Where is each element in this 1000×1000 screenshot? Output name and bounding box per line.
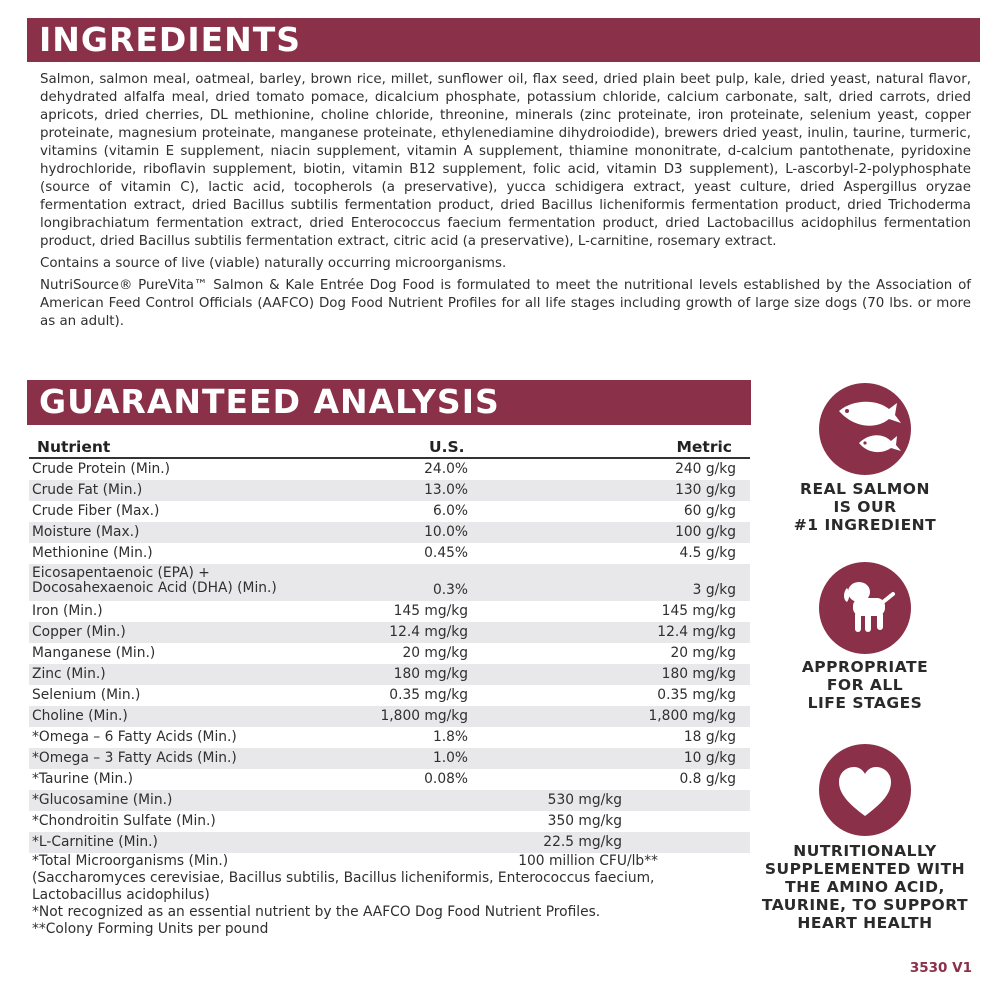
nutrient-name: *Chondroitin Sulfate (Min.)	[32, 813, 216, 829]
us-value: 1.8%	[432, 729, 468, 745]
us-value: 24.0%	[424, 461, 468, 477]
badge-salmon-text	[760, 480, 970, 534]
metric-value: 3 g/kg	[692, 582, 736, 598]
aafco-statement: NutriSource® PureVita™ Salmon & Kale Entrée Dog Food is formulated to meet the nutritional levels established by the Association of American Feed Control Officials (AAFCO) Dog Food Nutrient Profiles for all life stages including growth of large size dogs (70 lbs. or more as an adult).	[40, 278, 971, 329]
nutrient-name: *Omega – 6 Fatty Acids (Min.)	[32, 729, 237, 745]
table-row	[29, 790, 750, 811]
badge-line: SUPPLEMENTED WITH	[764, 860, 966, 878]
header-us: U.S.	[429, 438, 465, 456]
nutrient-name: Crude Protein (Min.)	[32, 461, 171, 477]
nutrient-name: *Taurine (Min.)	[32, 771, 133, 787]
metric-value: 1,800 mg/kg	[648, 708, 736, 724]
badge-line: APPROPRIATE	[801, 658, 929, 676]
us-value: 0.35 mg/kg	[389, 687, 468, 703]
metric-value: 130 g/kg	[675, 482, 736, 498]
badge-line: #1 INGREDIENT	[793, 516, 937, 534]
badge-line: FOR ALL	[826, 676, 904, 694]
microorganisms-detail: (Saccharomyces cerevisiae, Bacillus subtilis, Bacillus licheniformis, Enterococcus faecium, Lactobacillus acidophilus)	[32, 870, 655, 903]
metric-value: 100 g/kg	[675, 524, 736, 540]
metric-value: 0.35 mg/kg	[657, 687, 736, 703]
analysis-title: GUARANTEED ANALYSIS	[39, 382, 500, 421]
table-row	[29, 769, 750, 790]
table-row	[29, 748, 750, 769]
badge-heart-text	[760, 842, 970, 932]
badge-line: THE AMINO ACID,	[785, 878, 945, 896]
badge-line: HEART HEALTH	[797, 914, 933, 932]
us-value: 1.0%	[432, 750, 468, 766]
badge-lifestages-text	[760, 658, 970, 712]
us-value: 0.08%	[424, 771, 468, 787]
badge-line: LIFE STAGES	[807, 694, 923, 712]
nutrient-name	[32, 566, 277, 596]
nutrient-name: Crude Fiber (Max.)	[32, 503, 160, 519]
us-value: 12.4 mg/kg	[389, 624, 468, 640]
nutrient-name: *L-Carnitine (Min.)	[32, 834, 158, 850]
nutrient-name: Methionine (Min.)	[32, 545, 153, 561]
us-value: 13.0%	[424, 482, 468, 498]
nutrient-name: *Omega – 3 Fatty Acids (Min.)	[32, 750, 237, 766]
table-row	[29, 480, 750, 501]
footnote-aafco: *Not recognized as an essential nutrient by the AAFCO Dog Food Nutrient Profiles.	[32, 904, 601, 920]
nutrient-name: *Glucosamine (Min.)	[32, 792, 173, 808]
combined-value: 22.5 mg/kg	[543, 834, 622, 850]
table-row	[29, 564, 750, 601]
table-row	[29, 501, 750, 522]
nutrient-name: Choline (Min.)	[32, 708, 128, 724]
nutrient-name: Selenium (Min.)	[32, 687, 141, 703]
us-value: 6.0%	[432, 503, 468, 519]
nutrient-name: Copper (Min.)	[32, 624, 126, 640]
nutrient-name-line2: Docosahexaenoic Acid (DHA) (Min.)	[32, 580, 277, 596]
metric-value: 12.4 mg/kg	[657, 624, 736, 640]
metric-value: 145 mg/kg	[661, 603, 736, 619]
metric-value: 18 g/kg	[683, 729, 736, 745]
metric-value: 20 mg/kg	[670, 645, 736, 661]
header-metric: Metric	[676, 438, 732, 456]
us-value: 1,800 mg/kg	[380, 708, 468, 724]
ingredients-list: Salmon, salmon meal, oatmeal, barley, brown rice, millet, sunflower oil, flax seed, dried plain beet pulp, kale, dried yeast, natural flavor, dehydrated alfalfa meal, dried tomato pomace, dicalcium phosphate, potassium chloride, calcium carbonate, salt, dried carrots, dried apricots, dried cherries, DL methionine, choline chloride, threonine, minerals (zinc proteinate, iron proteinate, selenium yeast, copper proteinate, magnesium proteinate, manganese proteinate, ethylenediamine dihydroiodide), brewers dried yeast, inulin, taurine, turmeric, vitamins (vitamin E supplement, niacin supplement, vitamin A supplement, thiamine mononitrate, d-calcium pantothenate, pyridoxine hydrochloride, riboflavin supplement, biotin, vitamin B12 supplement, folic acid, vitamin D3 supplement), L-ascorbyl-2-polyphosphate (source of vitamin C), lactic acid, tocopherols (a preservative), yucca schidigera extract, yeast culture, dried Aspergillus oryzae fermentation extract, dried Bacillus subtilis fermentation product, dried Bacillus licheniformis fermentation product, dried Trichoderma longibrachiatum fermentation extract, dried Enterococcus faecium fermentation product, dried Lactobacillus acidophilus fermentation product, dried Bacillus subtilis fermentation extract, citric acid (a preservative), L-carnitine, rosemary extract.	[40, 72, 971, 249]
nutrient-name-line1: Eicosapentaenoic (EPA) +	[32, 565, 210, 581]
analysis-banner	[27, 380, 751, 425]
table-row	[29, 601, 750, 622]
salmon-icon	[819, 383, 911, 475]
nutrient-name: *Total Microorganisms (Min.)	[32, 853, 229, 869]
badge-line: NUTRITIONALLY	[793, 842, 937, 860]
ingredients-text	[40, 71, 971, 331]
combined-value: 100 million CFU/lb**	[518, 853, 658, 869]
ingredients-title: INGREDIENTS	[39, 20, 302, 59]
metric-value: 240 g/kg	[675, 461, 736, 477]
heart-badge	[819, 744, 911, 836]
table-row	[29, 811, 750, 832]
metric-value: 180 mg/kg	[661, 666, 736, 682]
table-row	[29, 727, 750, 748]
us-value: 0.45%	[424, 545, 468, 561]
badge-line: IS OUR	[833, 498, 897, 516]
metric-value: 0.8 g/kg	[679, 771, 736, 787]
header-nutrient: Nutrient	[37, 438, 111, 456]
table-row	[29, 643, 750, 664]
table-row	[29, 832, 750, 853]
table-row	[29, 622, 750, 643]
us-value: 0.3%	[432, 582, 468, 598]
metric-value: 10 g/kg	[683, 750, 736, 766]
microorganisms-row	[29, 853, 750, 870]
nutrient-name: Moisture (Max.)	[32, 524, 140, 540]
microorganisms-note: Contains a source of live (viable) naturally occurring microorganisms.	[40, 256, 507, 271]
us-value: 10.0%	[424, 524, 468, 540]
heart-icon	[819, 744, 911, 836]
metric-value: 60 g/kg	[683, 503, 736, 519]
combined-value: 350 mg/kg	[547, 813, 622, 829]
puppy-icon	[819, 562, 911, 654]
table-row	[29, 522, 750, 543]
table-row	[29, 459, 750, 480]
us-value: 20 mg/kg	[402, 645, 468, 661]
us-value: 180 mg/kg	[393, 666, 468, 682]
badge-line: REAL SALMON	[800, 480, 930, 498]
nutrient-name: Crude Fat (Min.)	[32, 482, 143, 498]
table-row	[29, 543, 750, 564]
ingredients-banner	[27, 18, 980, 62]
nutrient-name: Iron (Min.)	[32, 603, 103, 619]
version-code: 3530 V1	[909, 960, 972, 976]
metric-value: 4.5 g/kg	[679, 545, 736, 561]
us-value: 145 mg/kg	[393, 603, 468, 619]
salmon-badge	[819, 383, 911, 475]
table-row	[29, 664, 750, 685]
analysis-table	[29, 437, 750, 938]
combined-value: 530 mg/kg	[547, 792, 622, 808]
badge-line: TAURINE, TO SUPPORT	[761, 896, 969, 914]
puppy-badge	[819, 562, 911, 654]
table-row	[29, 685, 750, 706]
table-row	[29, 706, 750, 727]
nutrient-name: Zinc (Min.)	[32, 666, 106, 682]
nutrient-name: Manganese (Min.)	[32, 645, 156, 661]
table-footer	[29, 853, 750, 938]
table-header	[29, 437, 750, 459]
footnote-cfu: **Colony Forming Units per pound	[32, 921, 269, 937]
